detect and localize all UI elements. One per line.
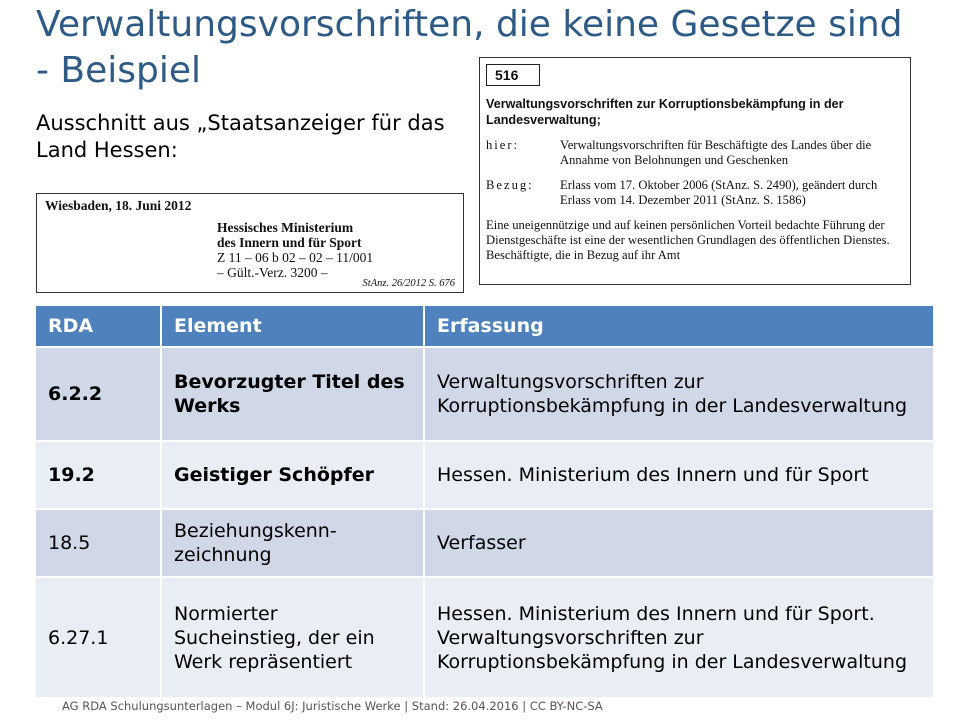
cell-element: Geistiger Schöpfer bbox=[161, 441, 424, 509]
scan-ministry-line3: Z 11 – 06 b 02 – 02 – 11/001 bbox=[217, 250, 374, 265]
table-header-row bbox=[36, 306, 934, 347]
scan-ministry-line1: Hessisches Ministerium bbox=[217, 220, 354, 235]
slide-footer: AG RDA Schulungsunterlagen – Modul 6J: Juristische Werke | Stand: 26.04.2016 | CC BY-NC-SA bbox=[62, 699, 603, 713]
cell-erfassung: Hessen. Ministerium des Innern und für Sport bbox=[424, 441, 934, 509]
cell-element: Beziehungskenn-zeichnung bbox=[161, 509, 424, 577]
slide-subtitle: Ausschnitt aus „Staatsanzeiger für das Land Hessen: bbox=[36, 111, 445, 162]
scan-reference: StAnz. 26/2012 S. 676 bbox=[362, 278, 455, 289]
scan-ministry-line2: des Innern und für Sport bbox=[217, 235, 362, 250]
cell-element: Normierter Sucheinstieg, der ein Werk repräsentiert bbox=[161, 577, 424, 697]
cell-element: Bevorzugter Titel des Werks bbox=[161, 347, 424, 441]
cell-rda: 6.27.1 bbox=[36, 577, 161, 697]
scan-excerpt-regulation bbox=[479, 57, 911, 285]
cell-erfassung: Verwaltungsvorschriften zur Korruptionsbekämpfung in der Landesverwaltung bbox=[424, 347, 934, 441]
table-row bbox=[36, 509, 934, 577]
slide-title: Verwaltungsvorschriften, die keine Gesetze sind - Beispiel bbox=[36, 4, 903, 91]
rda-table bbox=[36, 306, 935, 697]
header-rda: RDA bbox=[36, 306, 161, 347]
scan-hier-label: hier: bbox=[486, 138, 520, 152]
cell-erfassung: Hessen. Ministerium des Innern und für Sport. Verwaltungsvorschriften zur Korruptionsbekämpfung in der Landesverwaltung bbox=[424, 577, 934, 697]
table-row bbox=[36, 347, 934, 441]
scan-hier-text: Verwaltungsvorschriften für Beschäftigte des Landes über die Annahme von Belohnungen und Geschenken bbox=[560, 138, 872, 167]
table-row bbox=[36, 577, 934, 697]
scan-dateline: Wiesbaden, 18. Juni 2012 bbox=[45, 198, 192, 213]
scan-bezug-text: Erlass vom 17. Oktober 2006 (StAnz. S. 2490), geändert durch Erlass vom 14. Dezember 2011 (StAnz. S. 1586) bbox=[560, 178, 878, 207]
scan-bezug-label: Bezug: bbox=[486, 178, 534, 192]
cell-rda: 18.5 bbox=[36, 509, 161, 577]
scan-ministry-line4: – Gült.-Verz. 3200 – bbox=[217, 265, 328, 280]
header-erfassung: Erfassung bbox=[424, 306, 934, 347]
scan-number-box: 516 bbox=[486, 64, 540, 86]
scan-hier-row bbox=[486, 138, 904, 168]
scan-heading: Verwaltungsvorschriften zur Korruptionsbekämpfung in der Landesverwaltung; bbox=[486, 97, 844, 127]
scan-bezug-row bbox=[486, 178, 904, 208]
scan-ministry-block bbox=[217, 220, 455, 280]
table-row bbox=[36, 441, 934, 509]
scan-body-text: Eine uneigennützige und auf keinen persönlichen Vorteil bedachte Führung der Dienstgeschäfte ist eine der wesentlichen Grundlagen des öffentlichen Dienstes. Beschäftigte, die in Bezug auf ihr Amt bbox=[486, 218, 890, 262]
cell-rda: 6.2.2 bbox=[36, 347, 161, 441]
scan-excerpt-dateline bbox=[36, 193, 464, 293]
header-element: Element bbox=[161, 306, 424, 347]
cell-erfassung: Verfasser bbox=[424, 509, 934, 577]
cell-rda: 19.2 bbox=[36, 441, 161, 509]
